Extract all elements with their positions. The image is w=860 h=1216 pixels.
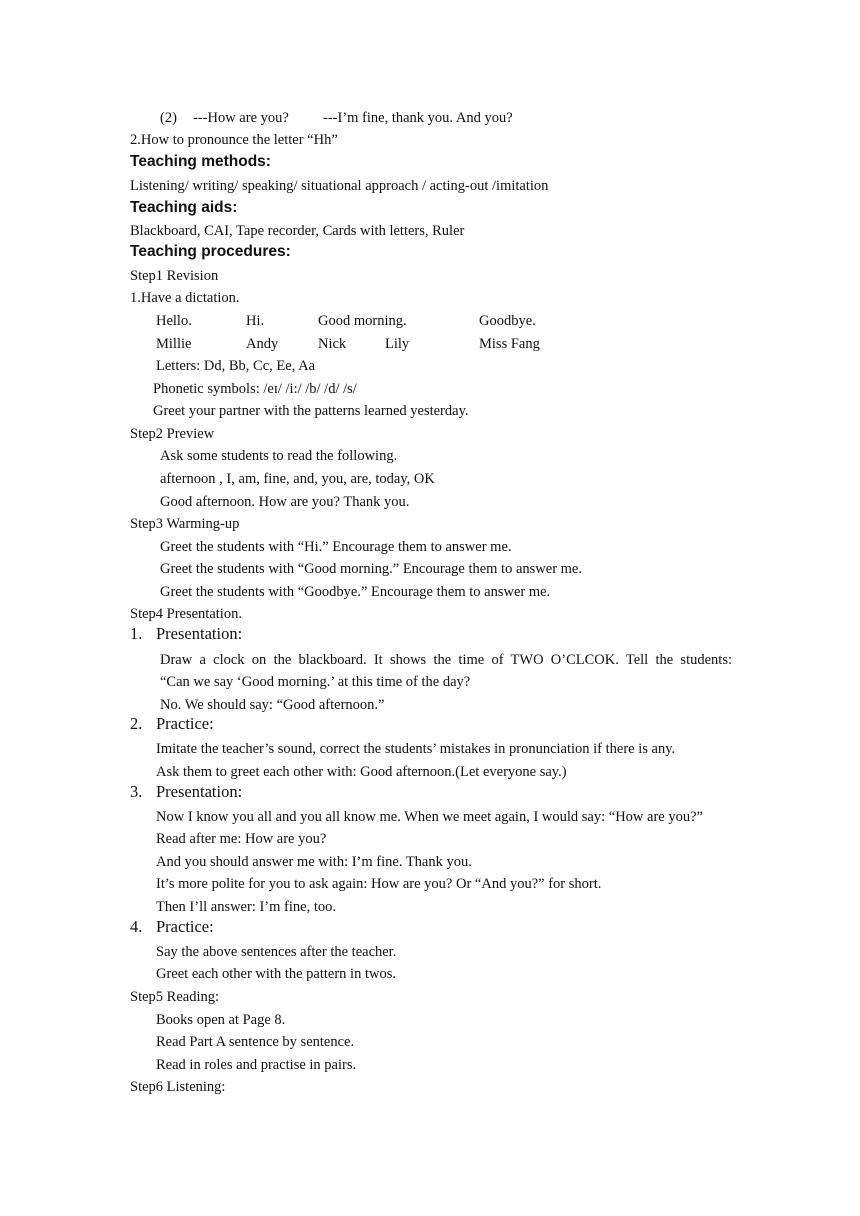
step1-greet: Greet your partner with the patterns learned yesterday. <box>153 403 469 419</box>
teaching-aids-heading: Teaching aids: <box>130 199 238 216</box>
step4-item-heading <box>130 783 242 801</box>
teaching-methods-text: Listening/ writing/ speaking/ situational approach / acting-out /imitation <box>130 178 549 194</box>
step4-item-line: No. We should say: “Good afternoon.” <box>160 697 385 713</box>
item-number: 4. <box>130 917 143 936</box>
dictation-name: Millie <box>156 336 192 352</box>
step4-item-line: Imitate the teacher’s sound, correct the students’ mistakes in pronunciation if there is any. <box>156 741 676 757</box>
step4-item-line: Greet each other with the pattern in twos. <box>156 966 396 982</box>
step5-line: Read Part A sentence by sentence. <box>156 1034 355 1050</box>
step1-dictation: 1.Have a dictation. <box>130 290 240 306</box>
step4-item-heading <box>130 918 214 936</box>
step4-item-line: Ask them to greet each other with: Good afternoon.(Let everyone say.) <box>156 764 567 780</box>
step2-title: Step2 Preview <box>130 426 215 442</box>
step5-title: Step5 Reading: <box>130 989 220 1005</box>
teaching-aids-text: Blackboard, CAI, Tape recorder, Cards with letters, Ruler <box>130 223 465 239</box>
step6-title: Step6 Listening: <box>130 1079 226 1095</box>
step1-phonetic: Phonetic symbols: /eɪ/ /i:/ /b/ /d/ /s/ <box>153 381 357 397</box>
step2-line: afternoon , I, am, fine, and, you, are, today, OK <box>160 471 435 487</box>
step1-letters: Letters: Dd, Bb, Cc, Ee, Aa <box>156 358 316 374</box>
step4-item-line: It’s more polite for you to ask again: How are you? Or “And you?” for short. <box>156 876 602 892</box>
step5-line: Books open at Page 8. <box>156 1012 286 1028</box>
intro-question: ---How are you? <box>193 110 289 126</box>
item-number: 3. <box>130 782 143 801</box>
step4-item-line: Now I know you all and you all know me. When we meet again, I would say: “How are you?” <box>156 809 703 825</box>
teaching-methods-heading: Teaching methods: <box>130 153 271 170</box>
dictation-word: Hi. <box>246 313 265 329</box>
intro-line-1 <box>160 109 177 127</box>
step2-line: Good afternoon. How are you? Thank you. <box>160 494 410 510</box>
intro-item-number: (2) <box>160 110 177 126</box>
teaching-procedures-heading: Teaching procedures: <box>130 243 291 260</box>
step4-item-line: Then I’ll answer: I’m fine, too. <box>156 899 336 915</box>
item-number: 1. <box>130 624 143 643</box>
step5-line: Read in roles and practise in pairs. <box>156 1057 357 1073</box>
step4-item-line: Say the above sentences after the teacher. <box>156 944 397 960</box>
item-heading: Presentation: <box>156 624 243 643</box>
step2-line: Ask some students to read the following. <box>160 448 398 464</box>
dictation-name: Andy <box>246 336 279 352</box>
intro-answer: ---I’m fine, thank you. And you? <box>323 110 513 126</box>
item-heading: Practice: <box>156 917 214 936</box>
item-heading: Presentation: <box>156 782 243 801</box>
dictation-word: Good morning. <box>318 313 407 329</box>
dictation-word: Hello. <box>156 313 192 329</box>
step4-item-line: Read after me: How are you? <box>156 831 327 847</box>
item-number: 2. <box>130 714 143 733</box>
step4-item-heading <box>130 715 214 733</box>
item-heading: Practice: <box>156 714 214 733</box>
step3-title: Step3 Warming-up <box>130 516 240 532</box>
step1-title: Step1 Revision <box>130 268 219 284</box>
dictation-name: Lily <box>385 336 410 352</box>
intro-line-2: 2.How to pronounce the letter “Hh” <box>130 132 338 148</box>
dictation-name: Nick <box>318 336 347 352</box>
step4-title: Step4 Presentation. <box>130 606 242 622</box>
step4-item-line: Draw a clock on the blackboard. It shows the time of TWO O’CLCOK. Tell the students: <box>160 652 732 668</box>
dictation-word: Goodbye. <box>479 313 536 329</box>
step3-line: Greet the students with “Good morning.” Encourage them to answer me. <box>160 561 582 577</box>
step4-item-heading <box>130 625 242 643</box>
step4-item-line: And you should answer me with: I’m fine. Thank you. <box>156 854 472 870</box>
step3-line: Greet the students with “Goodbye.” Encourage them to answer me. <box>160 584 551 600</box>
step4-item-line: “Can we say ‘Good morning.’ at this time of the day? <box>160 674 471 690</box>
step3-line: Greet the students with “Hi.” Encourage them to answer me. <box>160 539 512 555</box>
dictation-name: Miss Fang <box>479 336 540 352</box>
